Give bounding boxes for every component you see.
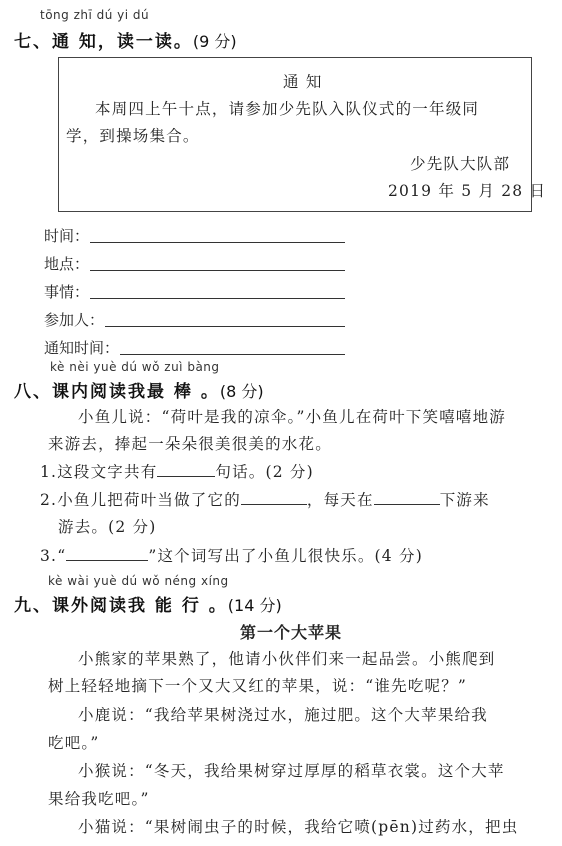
section9-score: (14 分) [227, 596, 282, 615]
field-label-place: 地点： [44, 255, 90, 273]
q3-pre: 3.“ [40, 547, 67, 565]
field-label-time: 时间： [44, 227, 90, 245]
story-p3-line1: 小猴说：“冬天，我给果树穿过厚厚的稻草衣裳。这个大苹 [78, 762, 505, 780]
field-line-matter[interactable] [90, 298, 345, 299]
field-line-participants[interactable] [105, 326, 345, 327]
q3-post: ”这个词写出了小鱼儿很快乐。(4 分) [148, 547, 423, 565]
notice-signer: 少先队大队部 [410, 155, 511, 173]
notice-body-line1: 本周四上午十点，请参加少先队入队仪式的一年级同 [95, 100, 480, 118]
field-line-place[interactable] [90, 270, 345, 271]
field-line-notice-time[interactable] [120, 354, 345, 355]
section8-heading-text: 八、课内阅读我最 棒 。 [14, 382, 220, 402]
field-line-time[interactable] [90, 242, 345, 243]
story-p1-line1: 小熊家的苹果熟了，他请小伙伴们来一起品尝。小熊爬到 [78, 650, 496, 668]
notice-date: 2019 年 5 月 28 日 [388, 182, 547, 200]
section9-pinyin: kè wài yuè dú wǒ néng xíng [48, 574, 229, 588]
story-p2-line2: 吃吧。” [48, 734, 100, 752]
field-label-notice-time: 通知时间： [44, 339, 120, 357]
question-1 [40, 460, 314, 484]
q2-post: 下游来 [439, 491, 490, 509]
question-2-line2: 游去。(2 分) [58, 518, 157, 536]
story-p3-line2: 果给我吃吧。” [48, 790, 150, 808]
passage-line2: 来游去，捧起一朵朵很美很美的水花。 [48, 435, 332, 453]
section9-heading-text: 九、课外阅读我 能 行 。 [14, 596, 228, 616]
section7-heading [14, 27, 237, 52]
q1-answer-blank[interactable] [157, 460, 215, 477]
notice-body-line2: 学，到操场集合。 [66, 127, 200, 145]
field-label-participants: 参加人： [44, 311, 105, 329]
q2-mid: ，每天在 [306, 491, 374, 509]
section8-pinyin: kè nèi yuè dú wǒ zuì bàng [50, 360, 220, 374]
notice-title: 通 知 [283, 73, 323, 91]
question-3 [40, 544, 423, 568]
q1-pre: 1.这段文字共有 [40, 463, 158, 481]
story-p1-line2: 树上轻轻地摘下一个又大又红的苹果，说：“谁先吃呢？” [48, 677, 468, 695]
question-2 [40, 488, 490, 512]
section7-heading-text: 七、通 知，读一读。 [14, 32, 193, 52]
story-p2-line1: 小鹿说：“我给苹果树浇过水，施过肥。这个大苹果给我 [78, 706, 488, 724]
passage-line1: 小鱼儿说：“荷叶是我的凉伞。”小鱼儿在荷叶下笑嘻嘻地游 [78, 408, 506, 426]
q3-answer-blank[interactable] [66, 544, 148, 561]
section8-score: (8 分) [219, 382, 264, 401]
section9-heading [14, 591, 282, 616]
story-title: 第一个大苹果 [240, 623, 343, 642]
field-label-matter: 事情： [44, 283, 90, 301]
q2-answer-blank-1[interactable] [241, 488, 307, 505]
q2-pre: 2.小鱼儿把荷叶当做了它的 [40, 491, 241, 509]
story-p4-line1: 小猫说：“果树闹虫子的时候，我给它喷(pēn)过药水，把虫 [78, 818, 519, 836]
section7-pinyin: tōng zhī dú yi dú [40, 8, 150, 22]
q1-post: 句话。(2 分) [215, 463, 314, 481]
section7-score: (9 分) [192, 32, 237, 51]
section8-heading [14, 377, 264, 402]
q2-answer-blank-2[interactable] [374, 488, 440, 505]
